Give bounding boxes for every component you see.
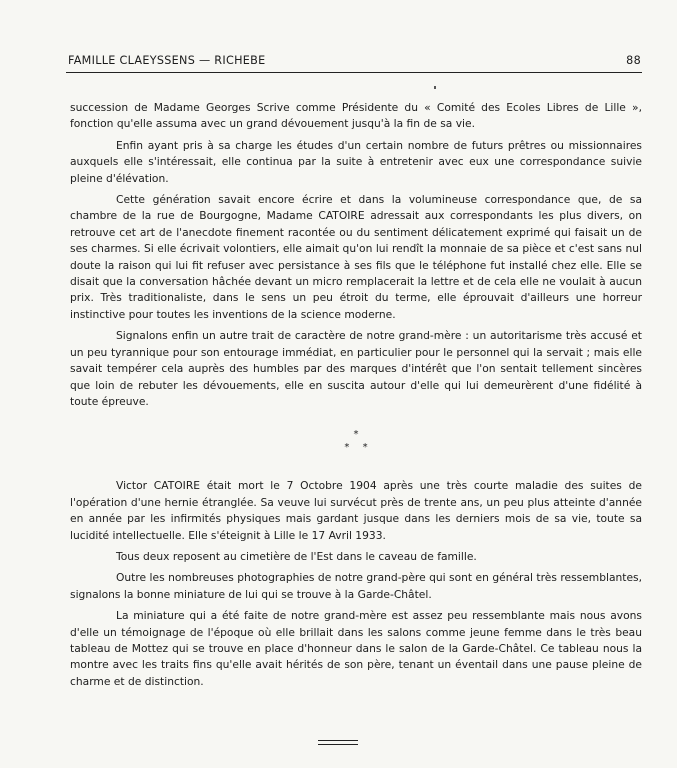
body-text <box>70 100 642 695</box>
section-separator <box>70 428 642 454</box>
end-rule <box>318 740 358 748</box>
paragraph-5: Victor CATOIRE était mort le 7 Octobre 1904 après une très courte maladie des suites de l'opération d'une hernie étranglée. Sa veuve lui survécut près de trente ans, un peu plus atteinte d'année en année par les infirmités physiques mais gardant jusque dans les derniers mois de sa vie, toute sa lucidité intellectuelle. Elle s'éteignit à Lille le 17 Avril 1933. <box>70 479 642 542</box>
paragraph-4: Signalons enfin un autre trait de caractère de notre grand-mère : un autoritarisme très accusé et un peu tyrannique pour son entourage immédiat, en particulier pour le personnel qui la servait ; mais elle savait tempérer cela auprès des humbles par des marques d'intérêt que l'on sentait tellement sincères que loin de rebuter les dévouements, elle en suscita autour d'elle qui lui demeurèrent d'une fidélité à toute épreuve. <box>70 329 642 408</box>
separator-stars-bottom: * * <box>344 442 368 454</box>
header-rule <box>66 72 642 73</box>
paragraph-3: Cette génération savait encore écrire et dans la volumineuse correspondance que, de sa chambre de la rue de Bourgogne, Madame CATOIRE adressait aux correspondants les plus divers, on retrouve cet art de l'anecdote finement racontée ou du sentiment délicatement exprimé qui faisait un de ses charmes. Si elle écrivait volontiers, elle aimait qu'on lui rendît la monnaie de sa pièce et c'est sans nul doute la raison qui lui fit refuser avec persistance à ses fils que le téléphone fut installé chez elle. Elle se disait que la conversation hâchée devant un micro remplacerait la lettre et de cela elle ne voulait à aucun prix. Très traditionaliste, dans le sens un peu étroit du terme, elle éprouvait d'ailleurs une horreur instinctive pour toutes les inventions de la science moderne. <box>70 193 642 321</box>
paragraph-7: Outre les nombreuses photographies de notre grand-père qui sont en général très ressemblantes, signalons la bonne miniature de lui qui se trouve à la Garde-Châtel. <box>70 571 642 601</box>
separator-star-top: * <box>353 429 359 441</box>
end-rule-line-1 <box>318 740 358 741</box>
running-title: FAMILLE CLAEYSSENS — RICHEBE <box>68 54 266 67</box>
end-rule-line-2 <box>318 744 358 745</box>
paragraph-6: Tous deux reposent au cimetière de l'Est dans le caveau de famille. <box>116 549 477 563</box>
paragraph-1: succession de Madame Georges Scrive comme Présidente du « Comité des Ecoles Libres de Lille », fonction qu'elle assuma avec un grand dévouement jusqu'à la fin de sa vie. <box>70 101 642 131</box>
print-speck <box>434 86 436 89</box>
page-number: 88 <box>626 54 641 67</box>
paragraph-2: Enfin ayant pris à sa charge les études d'un certain nombre de futurs prêtres ou missionnaires auxquels elle s'intéressait, elle continua par la suite à entretenir avec eux une correspondance suivie pleine d'élévation. <box>70 138 642 185</box>
paragraph-8: La miniature qui a été faite de notre grand-mère est assez peu ressemblante mais nous avons d'elle un témoignage de l'époque où elle brillait dans les salons comme jeune femme dans le très beau tableau de Mottez qui se trouve en place d'honneur dans le salon de la Garde-Châtel. Ce tableau nous la montre avec les traits fins qu'elle avait hérités de son père, tenant un éventail dans une pause pleine de charme et de distinction. <box>70 609 642 688</box>
